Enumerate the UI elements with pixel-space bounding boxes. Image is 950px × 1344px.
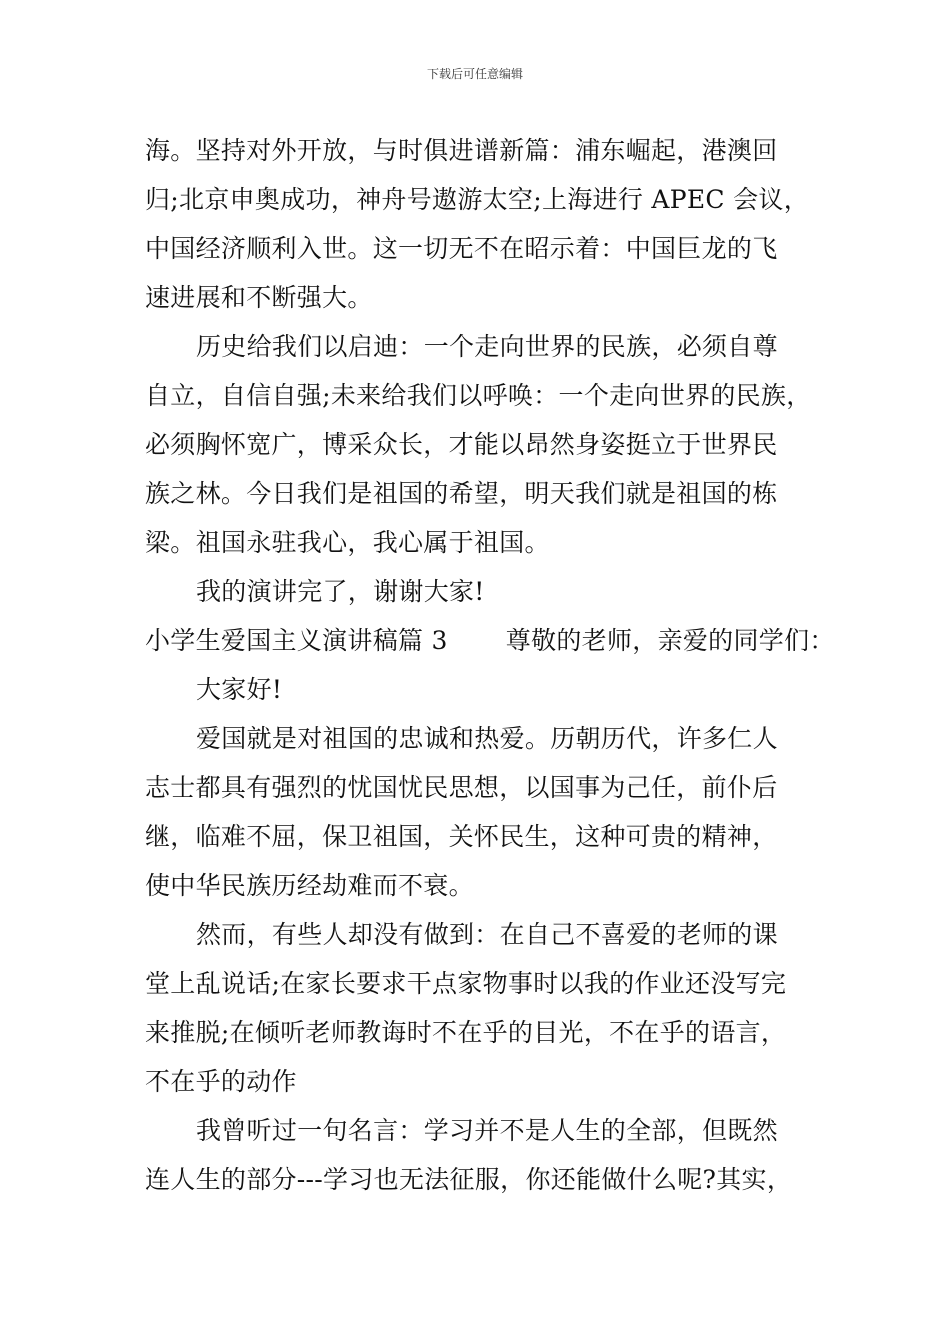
paragraph-line: 梁。祖国永驻我心，我心属于祖国。 [145,528,550,557]
paragraph-line: 爱国就是对祖国的忠诚和热爱。历朝历代，许多仁人 [196,724,778,753]
paragraph-line: 不在乎的动作 [145,1067,297,1096]
document-body [145,126,835,1204]
page-header: 下载后可任意编辑 [426,67,523,81]
paragraph-line: 然而，有些人却没有做到：在自己不喜爱的老师的课 [196,920,778,949]
paragraph-line: 归;北京申奥成功，神舟号遨游太空;上海进行 APEC 会议， [145,185,809,214]
paragraph-line: 堂上乱说话;在家长要求干点家物事时以我的作业还没写完 [145,969,787,998]
paragraph-line: 海。坚持对外开放，与时俱进谱新篇：浦东崛起，港澳回 [145,136,778,165]
paragraph-line: 速进展和不断强大。 [145,283,373,312]
paragraph-line: 志士都具有强烈的忧国忧民思想，以国事为己任，前仆后 [145,773,778,802]
paragraph-line: 我的演讲完了，谢谢大家! [196,577,485,606]
paragraph-line: 连人生的部分---学习也无法征服，你还能做什么呢?其实， [145,1165,793,1194]
paragraph-line: 我曾听过一句名言：学习并不是人生的全部，但既然 [196,1116,778,1145]
paragraph-line: 自立，自信自强;未来给我们以呼唤：一个走向世界的民族， [145,381,812,410]
paragraph-line: 必须胸怀宽广，博采众长，才能以昂然身姿挺立于世界民 [145,430,778,459]
paragraph-line: 中国经济顺利入世。这一切无不在昭示着：中国巨龙的飞 [145,234,778,263]
greeting: 尊敬的老师，亲爱的同学们： [505,626,835,655]
paragraph-line: 族之林。今日我们是祖国的希望，明天我们就是祖国的栋 [145,479,778,508]
paragraph-line: 历史给我们以启迪：一个走向世界的民族，必须自尊 [196,332,778,361]
paragraph-line: 大家好! [196,675,283,704]
paragraph-line: 使中华民族历经劫难而不衰。 [145,871,474,900]
paragraph-line: 继，临难不屈，保卫祖国，关怀民生，这种可贵的精神， [145,822,778,851]
paragraph-line: 来推脱;在倾听老师教诲时不在乎的目光，不在乎的语言， [145,1018,787,1047]
section-title: 小学生爱国主义演讲稿篇 3 [145,626,448,655]
section-title-line [145,616,835,665]
